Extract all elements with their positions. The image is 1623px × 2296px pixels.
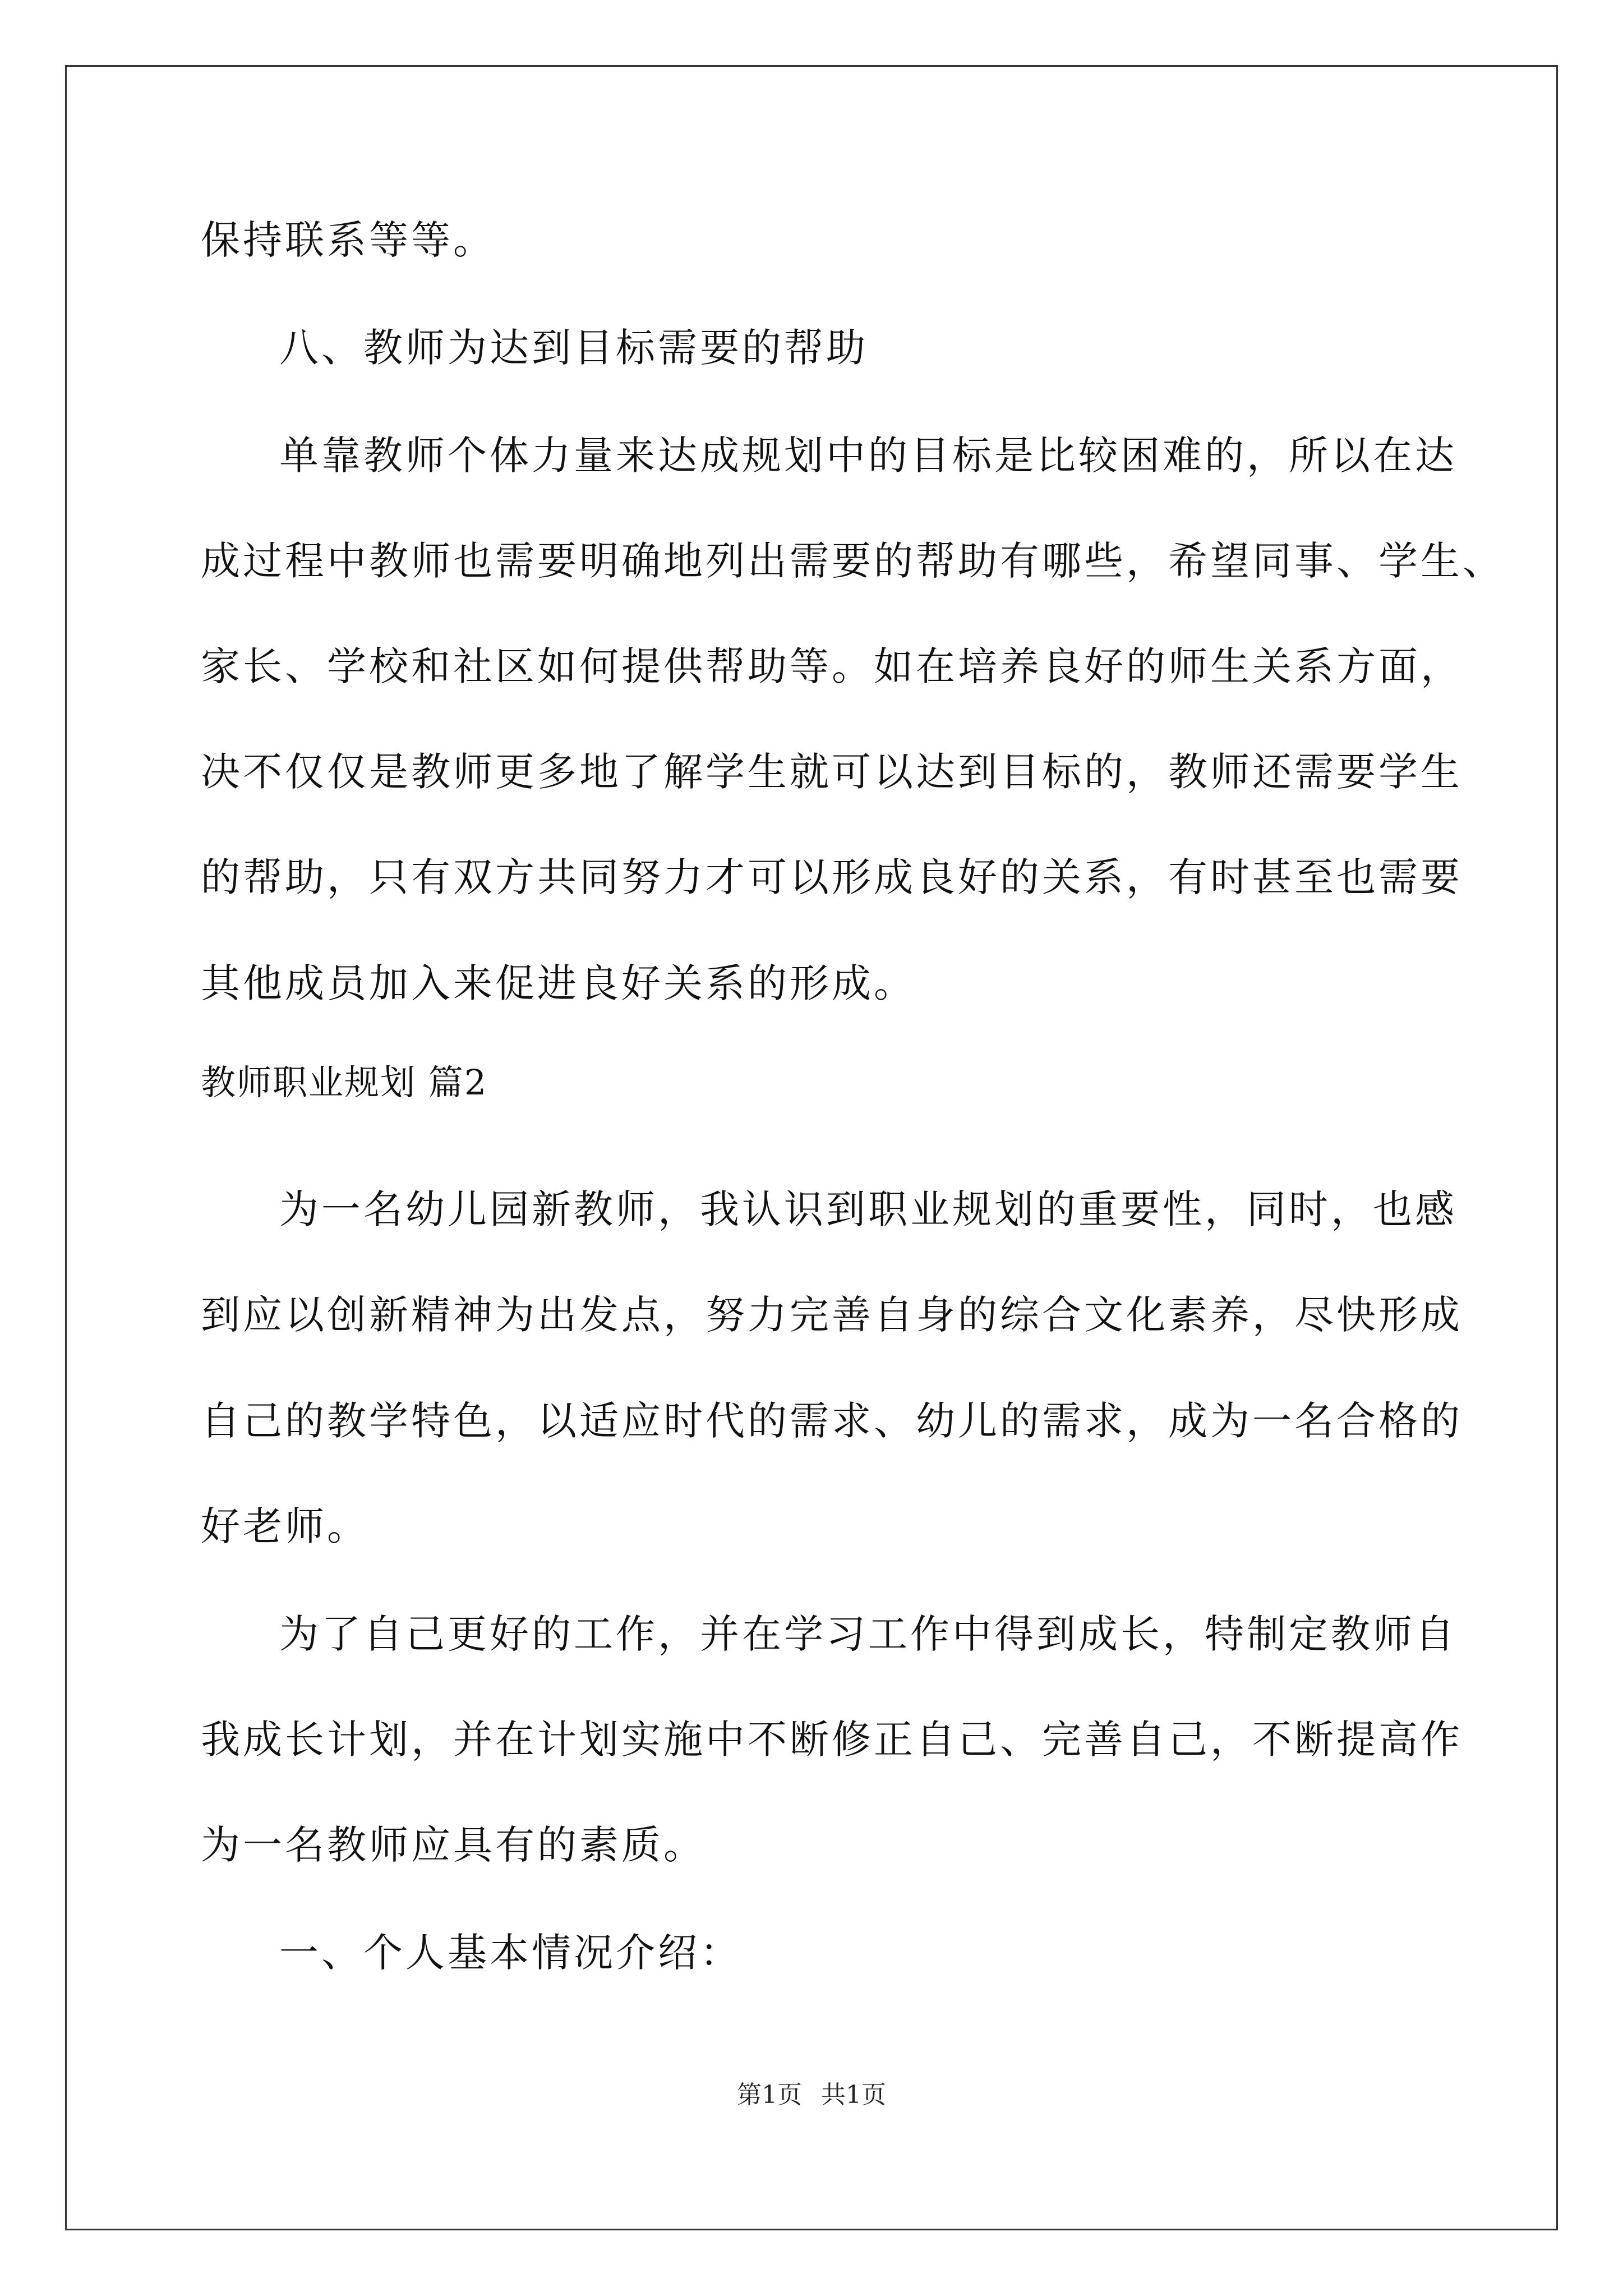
page-number: 第1页 [737, 2081, 802, 2109]
paragraph-line: 为一名幼儿园新教师，我认识到职业规划的重要性，同时，也感 [279, 1186, 1457, 1232]
section-heading: 一、个人基本情况介绍： [279, 1930, 742, 1976]
section-heading: 八、教师为达到目标需要的帮助 [279, 325, 868, 371]
paragraph-line: 单靠教师个体力量来达成规划中的目标是比较困难的，所以在达 [279, 432, 1457, 478]
paragraph-line: 家长、学校和社区如何提供帮助等。如在培养良好的师生关系方面， [201, 643, 1463, 689]
paragraph-line: 成过程中教师也需要明确地列出需要的帮助有哪些，希望同事、学生、 [201, 538, 1505, 584]
paragraph-line: 的帮助，只有双方共同努力才可以形成良好的关系，有时甚至也需要 [201, 854, 1463, 900]
paragraph-line: 为一名教师应具有的素质。 [201, 1822, 706, 1868]
document-subtitle: 教师职业规划 篇2 [201, 1062, 488, 1103]
paragraph-line: 为了自己更好的工作，并在学习工作中得到成长，特制定教师自 [279, 1611, 1457, 1657]
paragraph-line: 自己的教学特色，以适应时代的需求、幼儿的需求，成为一名合格的 [201, 1398, 1463, 1444]
paragraph-line: 好老师。 [201, 1503, 369, 1549]
paragraph-line: 到应以创新精神为出发点，努力完善自身的综合文化素养，尽快形成 [201, 1292, 1463, 1338]
page-border [65, 65, 1558, 2230]
paragraph-line: 决不仅仅是教师更多地了解学生就可以达到目标的，教师还需要学生 [201, 749, 1463, 795]
paragraph-line: 其他成员加入来促进良好关系的形成。 [201, 960, 916, 1006]
paragraph-line: 我成长计划，并在计划实施中不断修正自己、完善自己，不断提高作 [201, 1717, 1463, 1763]
paragraph-line: 保持联系等等。 [201, 217, 495, 263]
page-footer [0, 2078, 1623, 2112]
page-total: 共1页 [821, 2081, 886, 2109]
